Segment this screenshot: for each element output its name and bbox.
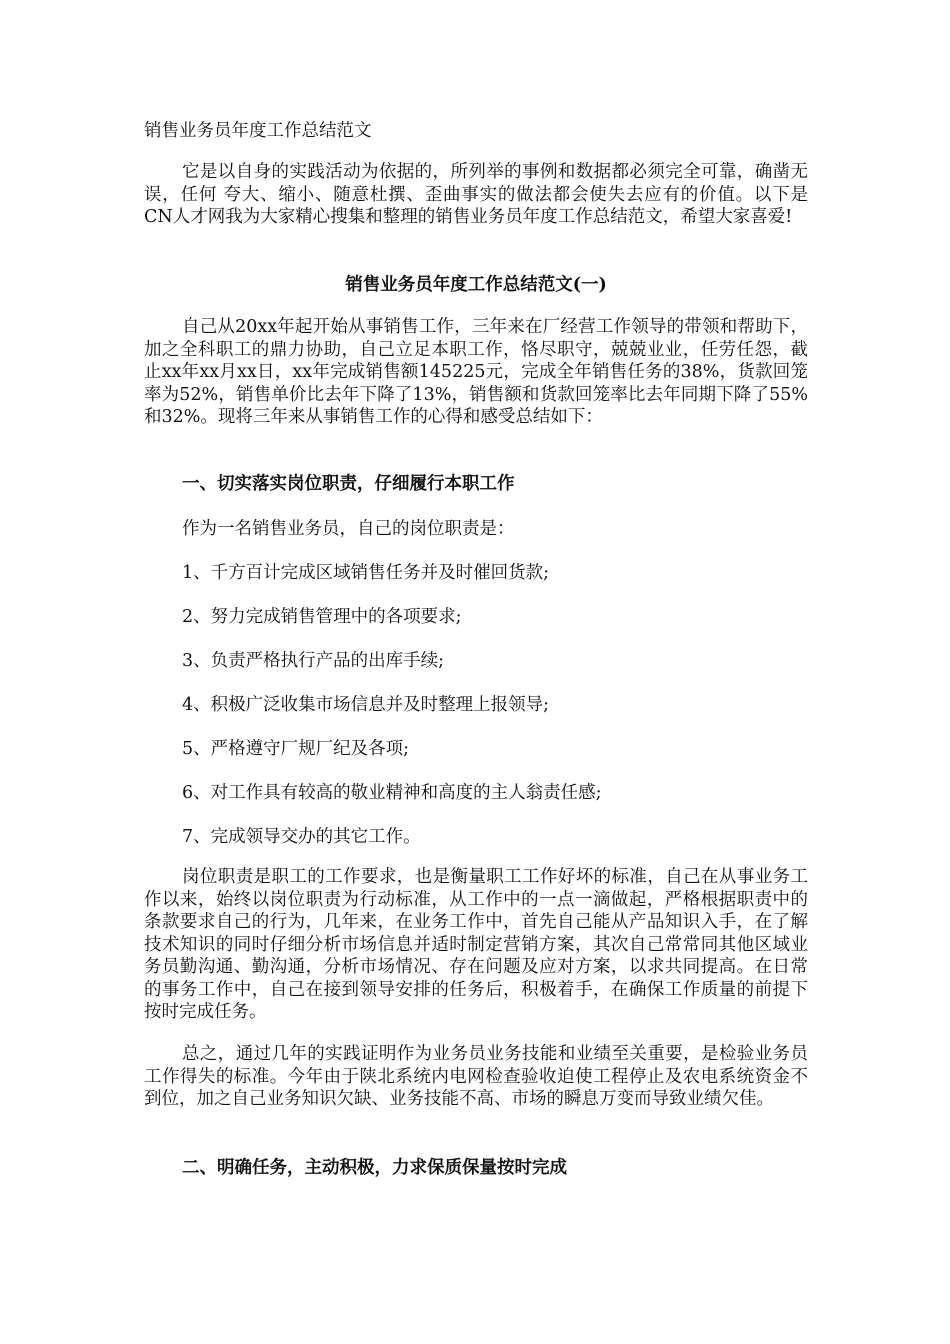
duty-item: 2、努力完成销售管理中的各项要求; xyxy=(182,607,462,627)
duty-item: 1、千方百计完成区域销售任务并及时催回货款; xyxy=(182,563,550,583)
duty-item: 6、对工作具有较高的敬业精神和高度的主人翁责任感; xyxy=(182,783,602,803)
heading-section-two: 二、明确任务，主动积极，力求保质保量按时完成 xyxy=(182,1158,567,1178)
paragraph-sales-summary: 自己从20xx年起开始从事销售工作，三年来在厂经营工作领导的带领和帮助下，加之全科职工的鼎力协助，自己立足本职工作，恪尽职守，兢兢业业，任劳任怨，截止xx年xx月xx日，xx年完成销售额145225元，完成全年销售任务的38%，货款回笼率为52%，销售单价比去年下降了13%，销售额和货款回笼率比去年同期下降了55%和32%。现将三年来从事销售工作的心得和感受总结如下： xyxy=(144,317,808,427)
duty-item: 3、负责严格执行产品的出库手续; xyxy=(182,651,445,671)
paragraph-conclusion: 总之，通过几年的实践证明作为业务员业务技能和业绩至关重要，是检验业务员工作得失的标准。今年由于陕北系统内电网检查验收迫使工程停止及农电系统资金不到位，加之自己业务知识欠缺、业务技能不高、市场的瞬息万变而导致业绩欠佳。 xyxy=(144,1044,808,1109)
duty-item: 5、严格遵守厂规厂纪及各项; xyxy=(182,739,410,759)
section-title: 销售业务员年度工作总结范文(一) xyxy=(345,275,607,295)
document-title: 销售业务员年度工作总结范文 xyxy=(144,121,372,141)
intro-paragraph: 它是以自身的实践活动为依据的，所列举的事例和数据都必须完全可靠，确凿无误，任何 夸大、缩小、随意杜撰、歪曲事实的做法都会使失去应有的价值。以下是CN人才网我为大家精心搜集和整理的销售业务员年度工作总结范文，希望大家喜爱! xyxy=(144,162,808,227)
duty-item: 4、积极广泛收集市场信息并及时整理上报领导; xyxy=(182,695,550,715)
paragraph-job-duties: 岗位职责是职工的工作要求，也是衡量职工工作好坏的标准，自己在从事业务工作以来，始终以岗位职责为行动标准，从工作中的一点一滴做起，严格根据职责中的条款要求自己的行为，几年来，在业务工作中，首先自己能从产品知识入手，在了解技术知识的同时仔细分析市场信息并适时制定营销方案，其次自己常常同其他区域业务员勤沟通、勤沟通，分析市场情况、存在问题及应对方案，以求共同提高。在日常的事务工作中，自己在接到领导安排的任务后，积极着手，在确保工作质量的前提下按时完成任务。 xyxy=(144,867,808,1022)
heading-section-one: 一、切实落实岗位职责，仔细履行本职工作 xyxy=(182,474,515,494)
duty-item: 7、完成领导交办的其它工作。 xyxy=(182,827,421,847)
duties-intro: 作为一名销售业务员，自己的岗位职责是： xyxy=(182,519,515,539)
